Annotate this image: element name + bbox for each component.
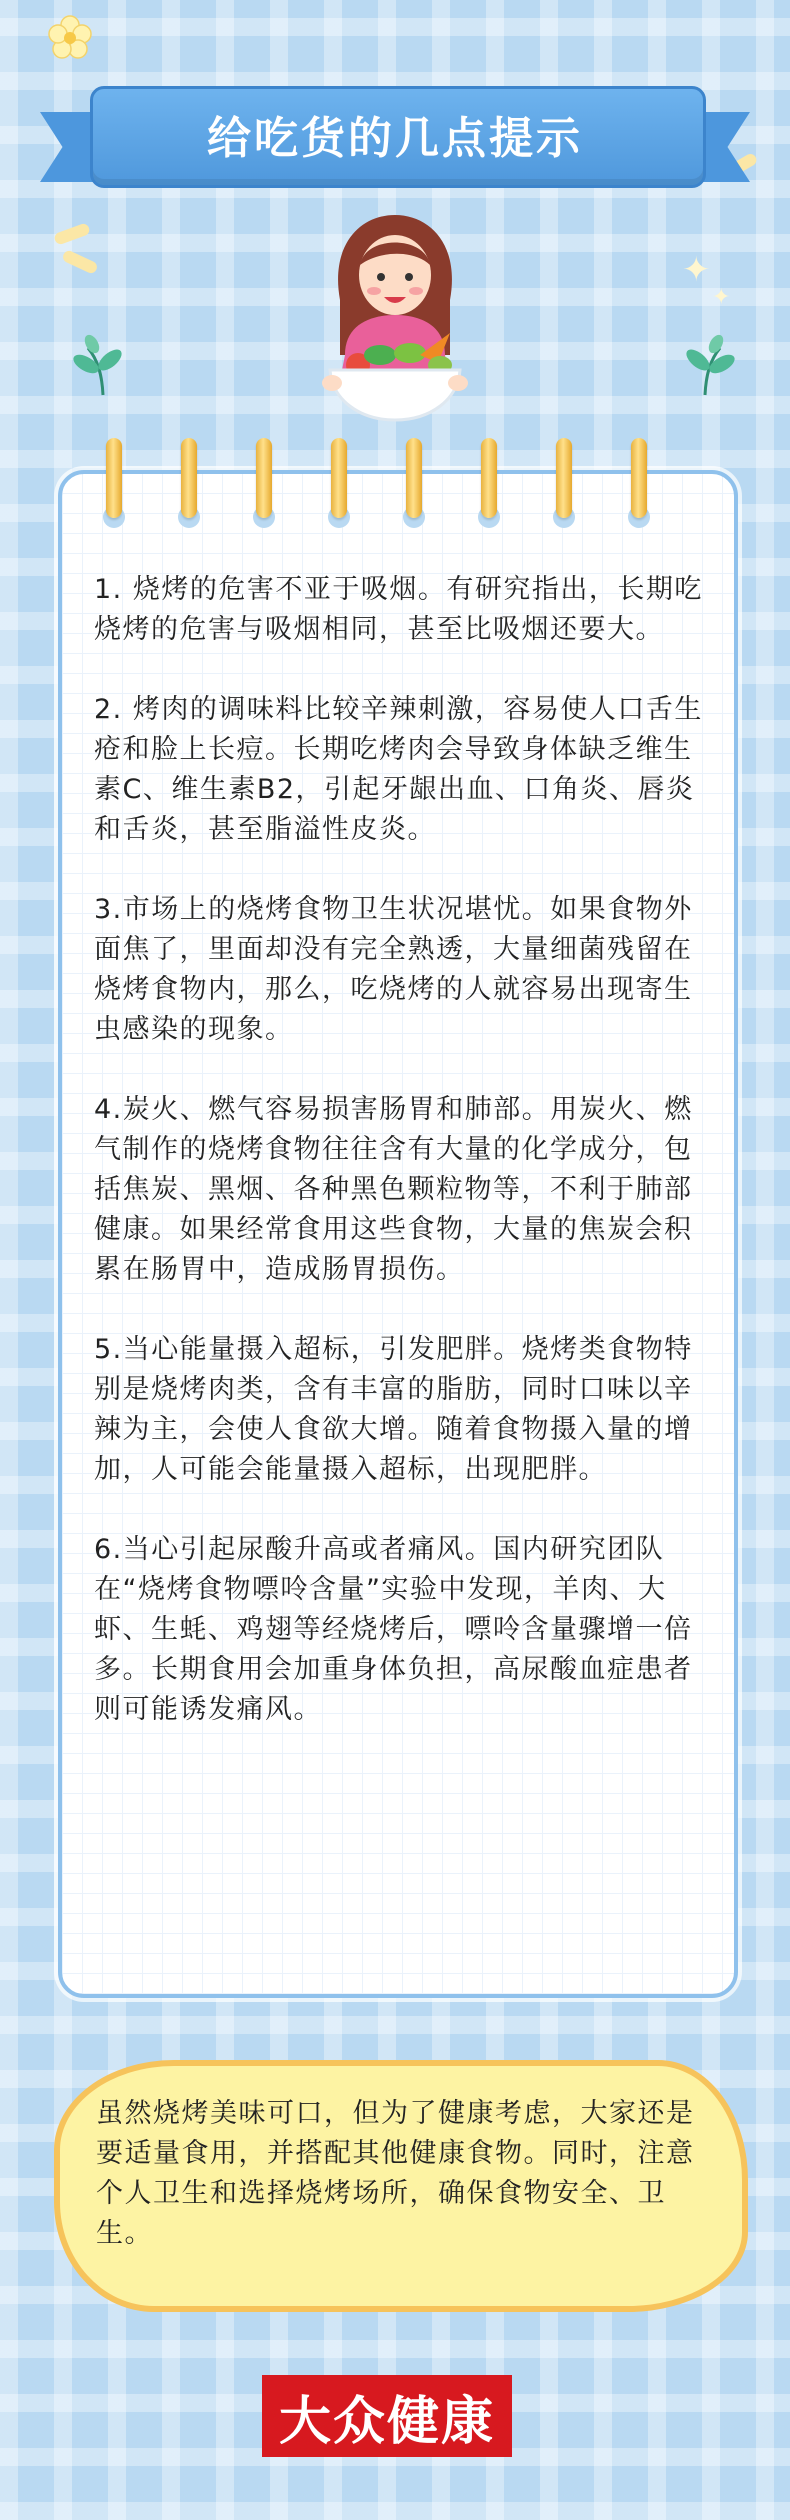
tip-item: 4.炭火、燃气容易损害肠胃和肺部。用炭火、燃气制作的烧烤食物往往含有大量的化学成分，包括焦炭、黑烟、各种黑色颗粒物等，不利于肺部健康。如果经常食用这些食物，大量的焦炭会积累在肠胃中，造成肠胃损伤。 — [94, 1094, 693, 1285]
binder-ring — [406, 438, 422, 518]
girl-with-salad-bowl-illustration — [300, 205, 490, 425]
sparkle-icon: ✦ — [712, 285, 731, 310]
tips-list — [94, 570, 714, 1770]
sparkle-icon: ✦ — [682, 250, 711, 290]
tip-item: 6.当心引起尿酸升高或者痛风。国内研究团队在“烧烤食物嘌呤含量”实验中发现，羊肉、大虾、生蚝、鸡翅等经烧烤后，嘌呤含量骤增一倍多。长期食用会加重身体负担，高尿酸血症患者则可能诱发痛风。 — [94, 1534, 693, 1725]
closing-note-text: 虽然烧烤美味可口，但为了健康考虑，大家还是要适量食用，并搭配其他健康食物。同时，注意个人卫生和选择烧烤场所，确保食物安全、卫生。 — [96, 2098, 695, 2249]
tip-item: 2. 烤肉的调味料比较辛辣刺激，容易使人口舌生疮和脸上长痘。长期吃烤肉会导致身体缺乏维生素C、维生素B2，引起牙龈出血、口角炎、唇炎和舌炎，甚至脂溢性皮炎。 — [94, 694, 703, 845]
decor-dash — [61, 249, 99, 275]
page-title: 给吃货的几点提示 — [207, 113, 583, 164]
binder-ring — [256, 438, 272, 518]
binder-ring — [181, 438, 197, 518]
binder-ring — [631, 438, 647, 518]
tip-item: 3.市场上的烧烤食物卫生状况堪忧。如果食物外面焦了，里面却没有完全熟透，大量细菌残留在烧烤食物内，那么，吃烧烤的人就容易出现寄生虫感染的现象。 — [94, 894, 693, 1045]
decor-dash — [53, 222, 91, 246]
binder-ring — [331, 438, 347, 518]
flower-icon — [46, 14, 94, 62]
binder-ring — [106, 438, 122, 518]
binder-ring — [556, 438, 572, 518]
binder-ring — [481, 438, 497, 518]
tip-item: 5.当心能量摄入超标，引发肥胖。烧烤类食物特别是烧烤肉类，含有丰富的脂肪，同时口味以辛辣为主，会使人食欲大增。随着食物摄入量的增加，人可能会能量摄入超标，出现肥胖。 — [94, 1334, 693, 1485]
brand-logo: 大众健康 — [262, 2375, 512, 2457]
tip-item: 1. 烧烤的危害不亚于吸烟。有研究指出，长期吃烧烤的危害与吸烟相同，甚至比吸烟还要大。 — [94, 574, 703, 645]
leaf-icon — [68, 330, 138, 400]
leaf-icon — [670, 330, 740, 400]
